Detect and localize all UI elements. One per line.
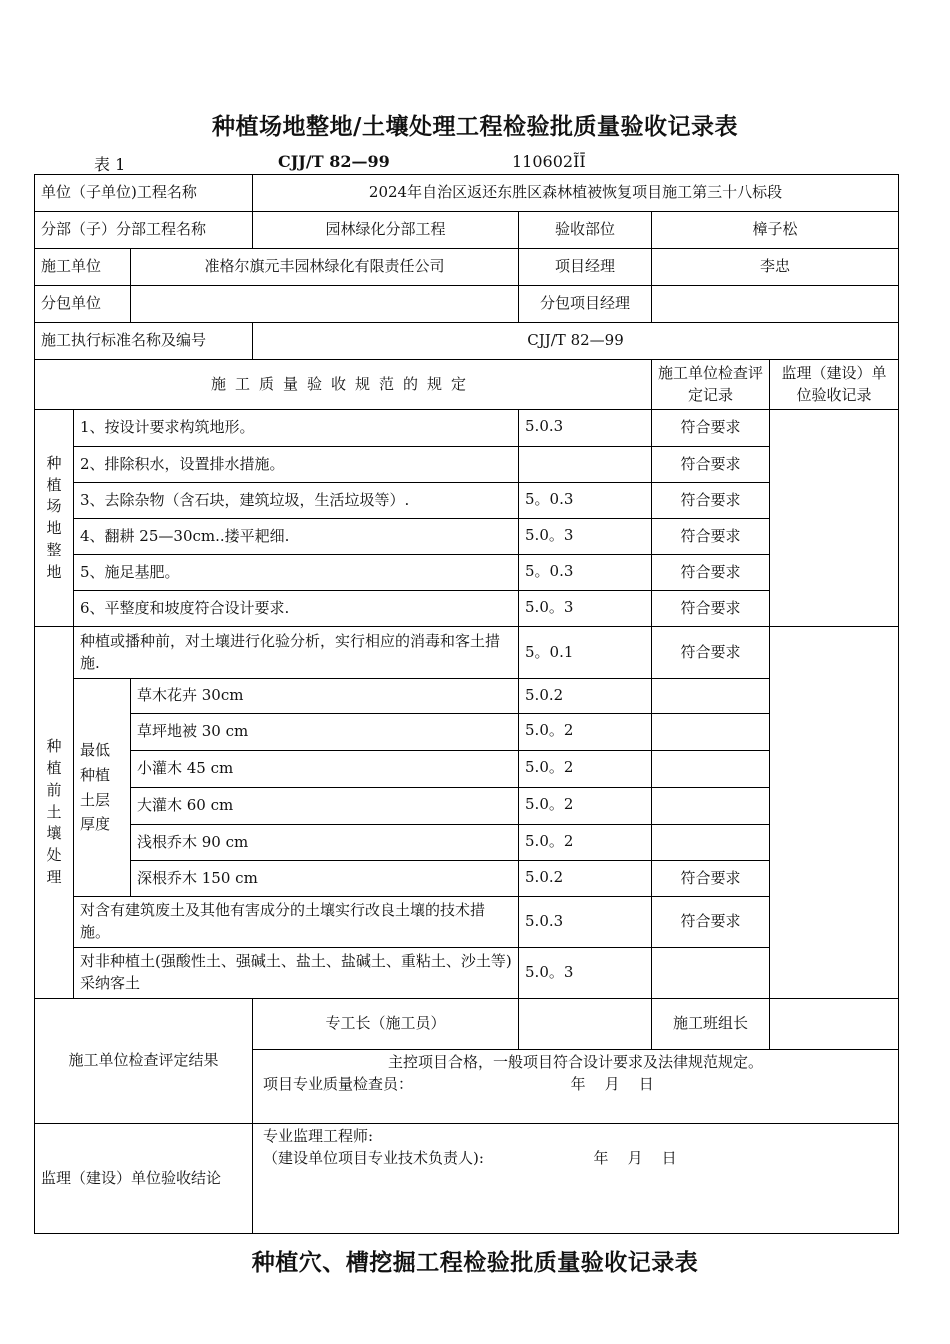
form-title: 种植场地整地/土壤处理工程检验批质量验收记录表 xyxy=(212,113,738,140)
contractor-check-result: 符合要求 xyxy=(652,591,770,627)
spec-item: 6、平整度和坡度符合设计要求. xyxy=(74,591,519,627)
spec-item: 3、去除杂物（含石块，建筑垃圾，生活垃圾等）. xyxy=(74,483,519,519)
contractor-check-result xyxy=(652,751,770,788)
spec-column-header: 施工质量验收规范的规定 xyxy=(35,360,652,410)
standard-label: 施工执行标准名称及编号 xyxy=(35,323,253,360)
contractor-check-result: 符合要求 xyxy=(652,555,770,591)
team-leader-label: 施工班组长 xyxy=(652,999,770,1050)
foreman-label: 专工长（施工员） xyxy=(253,999,519,1050)
clause-number: 5。0.3 xyxy=(519,483,652,519)
sub-manager-label: 分包项目经理 xyxy=(519,286,652,323)
spec-item: 对非种植土(强酸性土、强碱土、盐土、盐碱土、重粘土、沙土等)采纳客土 xyxy=(74,948,519,999)
contractor-label: 施工单位 xyxy=(35,249,131,286)
clause-number: 5.0。3 xyxy=(519,591,652,627)
contractor-check-result xyxy=(652,714,770,751)
owner-tech-lead-label: （建设单位项目专业技术负责人): xyxy=(263,1148,484,1167)
contractor-check-result xyxy=(652,948,770,999)
quality-inspector-label: 项目专业质量检查员： xyxy=(263,1074,414,1093)
min-soil-thickness-label: 最低种植土层厚度 xyxy=(74,679,131,897)
clause-number: 5.0。2 xyxy=(519,788,652,825)
contractor-check-result: 符合要求 xyxy=(652,861,770,897)
clause-number: 5.0.2 xyxy=(519,861,652,897)
project-manager-label: 项目经理 xyxy=(519,249,652,286)
contractor-check-result: 符合要求 xyxy=(652,483,770,519)
supervisor-record-header: 监理（建设）单位验收记录 xyxy=(770,360,899,410)
supervisor-engineer-label: 专业监理工程师: xyxy=(263,1127,374,1145)
table-number: 表 1 xyxy=(94,155,126,174)
clause-number: 5.0。3 xyxy=(519,948,652,999)
spec-item: 1、按设计要求构筑地形。 xyxy=(74,410,519,447)
clause-number: 5。0.1 xyxy=(519,627,652,679)
spec-item: 2、排除积水，设置排水措施。 xyxy=(74,447,519,483)
supervisor-conclusion-cell xyxy=(253,1124,899,1234)
supervisor-date: 年 月 日 xyxy=(593,1148,677,1167)
foreman-value xyxy=(519,999,652,1050)
acceptance-part-value: 樟子松 xyxy=(652,212,899,249)
section-site-preparation-label: 种植场地整地 xyxy=(35,410,74,627)
contractor-check-result: 符合要求 xyxy=(652,897,770,948)
clause-number: 5.0。2 xyxy=(519,825,652,861)
project-manager-value: 李忠 xyxy=(652,249,899,286)
contractor-check-result: 符合要求 xyxy=(652,519,770,555)
clause-number: 5.0.3 xyxy=(519,410,652,447)
contractor-check-result xyxy=(652,679,770,714)
clause-number: 5.0。3 xyxy=(519,519,652,555)
contractor-conclusion-cell xyxy=(253,1050,899,1124)
clause-number: 5.0.3 xyxy=(519,897,652,948)
record-number: 110602ĨĪ xyxy=(512,152,586,171)
project-name: 2024年自治区返还东胜区森林植被恢复项目施工第三十八标段 xyxy=(253,175,899,212)
spec-item: 5、施足基肥。 xyxy=(74,555,519,591)
contractor-check-result: 符合要求 xyxy=(652,447,770,483)
subcontractor-value xyxy=(131,286,519,323)
supervisor-result-label: 监理（建设）单位验收结论 xyxy=(35,1124,253,1234)
clause-number: 5.0。2 xyxy=(519,714,652,751)
section-soil-treatment-label: 种植前土壤处理 xyxy=(35,627,74,999)
contractor-value: 准格尔旗元丰园林绿化有限责任公司 xyxy=(131,249,519,286)
thickness-item: 小灌木 45 cm xyxy=(131,751,519,788)
subdivision-label: 分部（子）分部工程名称 xyxy=(35,212,253,249)
contractor-result-label: 施工单位检查评定结果 xyxy=(35,999,253,1124)
contractor-check-result: 符合要求 xyxy=(652,627,770,679)
team-leader-value xyxy=(770,999,899,1050)
thickness-item: 大灌木 60 cm xyxy=(131,788,519,825)
spec-item: 4、翻耕 25—30cm..搂平耙细. xyxy=(74,519,519,555)
spec-item: 种植或播种前，对土壤进行化验分析，实行相应的消毒和客土措施. xyxy=(74,627,519,679)
thickness-item: 草木花卉 30cm xyxy=(131,679,519,714)
project-name-label: 单位（子单位)工程名称 xyxy=(35,175,253,212)
contractor-record-header: 施工单位检查评定记录 xyxy=(652,360,770,410)
contractor-check-result: 符合要求 xyxy=(652,410,770,447)
supervisor-check-result xyxy=(770,410,899,627)
spec-item: 对含有建筑废土及其他有害成分的土壤实行改良土壤的技术措施。 xyxy=(74,897,519,948)
clause-number xyxy=(519,447,652,483)
contractor-check-result xyxy=(652,788,770,825)
contractor-check-result xyxy=(652,825,770,861)
thickness-item: 草坪地被 30 cm xyxy=(131,714,519,751)
inspection-date: 年 月 日 xyxy=(570,1074,654,1093)
subcontractor-label: 分包单位 xyxy=(35,286,131,323)
clause-number: 5.0。2 xyxy=(519,751,652,788)
clause-number: 5。0.3 xyxy=(519,555,652,591)
thickness-item: 深根乔木 150 cm xyxy=(131,861,519,897)
acceptance-record-table xyxy=(34,174,899,1234)
acceptance-part-label: 验收部位 xyxy=(519,212,652,249)
next-form-title: 种植穴、槽挖掘工程检验批质量验收记录表 xyxy=(251,1249,699,1276)
standard-code: CJJ/T 82—99 xyxy=(278,152,390,171)
standard-value: CJJ/T 82—99 xyxy=(253,323,899,360)
thickness-item: 浅根乔木 90 cm xyxy=(131,825,519,861)
subdivision-value: 园林绿化分部工程 xyxy=(253,212,519,249)
supervisor-check-result xyxy=(770,627,899,999)
sub-manager-value xyxy=(652,286,899,323)
clause-number: 5.0.2 xyxy=(519,679,652,714)
contractor-conclusion: 主控项目合格，一般项目符合设计要求及法律规范规定。 xyxy=(388,1053,764,1071)
